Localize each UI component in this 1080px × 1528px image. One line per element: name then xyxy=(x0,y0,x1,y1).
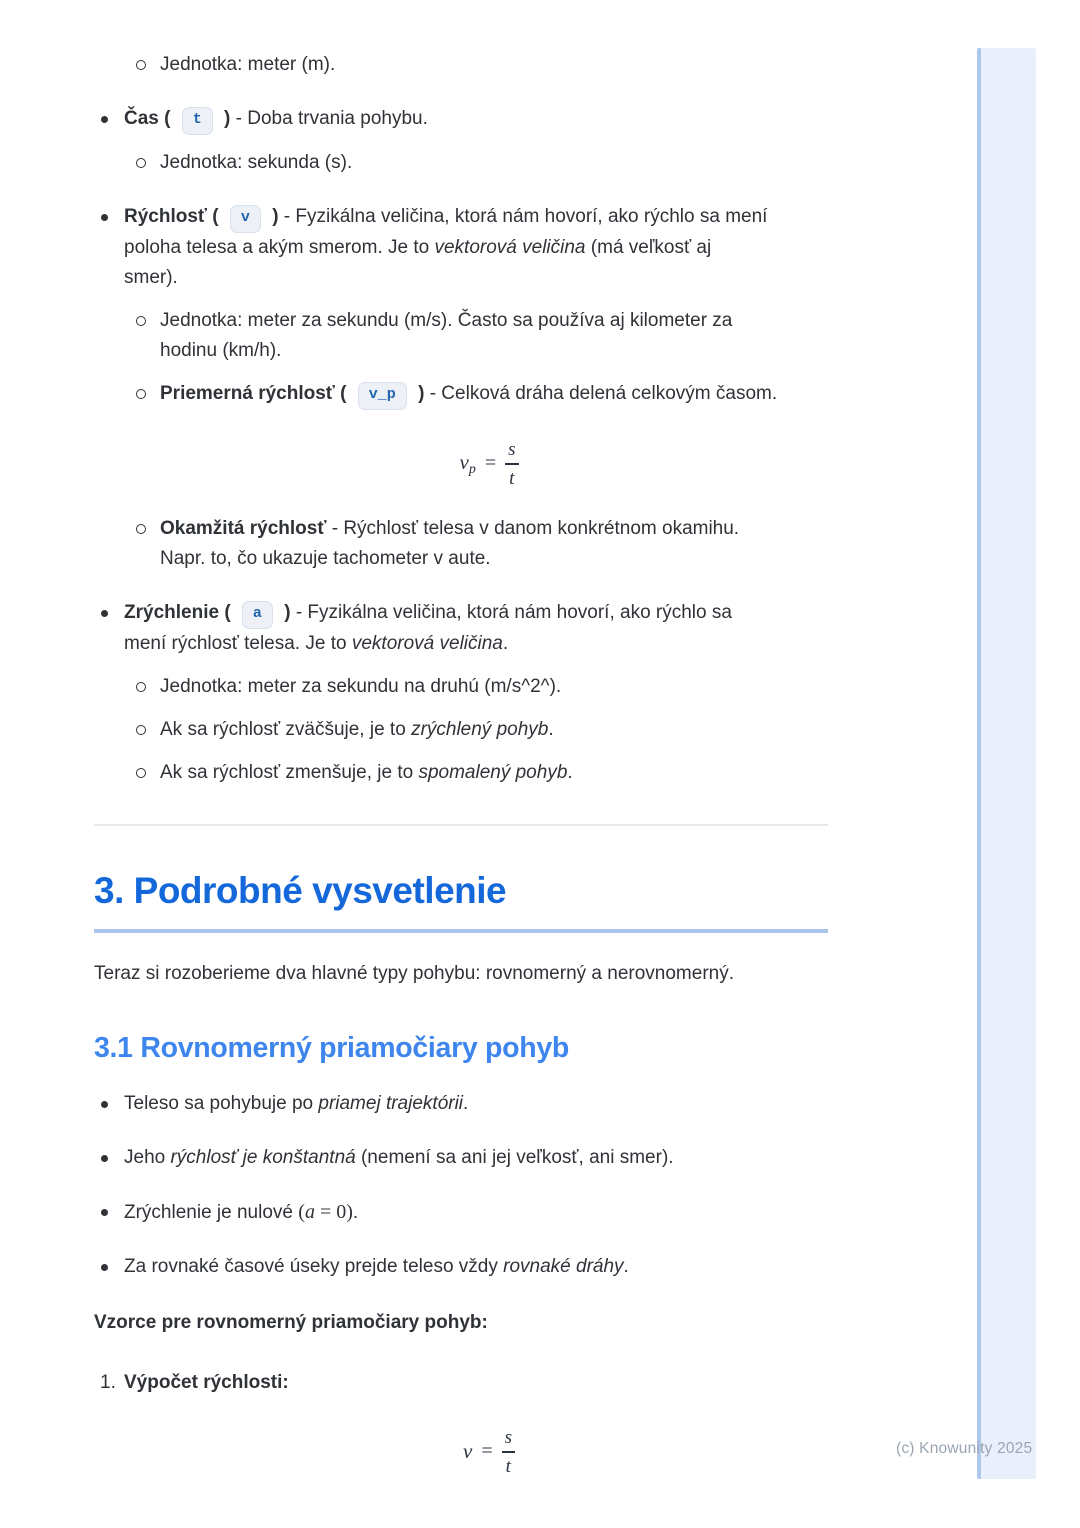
numbered-list-item xyxy=(94,1368,828,1398)
circle-bullet-icon xyxy=(136,682,146,692)
list-item-text: Teleso sa pohybuje po priamej trajektórii. xyxy=(124,1093,469,1115)
circle-bullet-icon xyxy=(136,725,146,735)
equals-sign: = xyxy=(481,1440,493,1463)
equals-sign: = xyxy=(484,452,497,475)
sub-list-item xyxy=(136,50,828,80)
bullet-icon xyxy=(101,1209,108,1216)
sub-list-item xyxy=(136,758,828,788)
bullet-icon xyxy=(101,1101,108,1108)
copyright-footer: (c) Knowunity 2025 xyxy=(896,1440,1033,1457)
divider xyxy=(94,824,828,826)
list-item xyxy=(94,202,828,293)
inline-code-chip: t xyxy=(182,107,213,135)
list-item-text: Jeho rýchlosť je konštantná (nemení sa ani jej veľkosť, ani smer). xyxy=(124,1147,674,1169)
formula-lhs: v xyxy=(462,1439,473,1464)
list-item xyxy=(94,1143,828,1173)
sub-list-item-text: Jednotka: meter za sekundu na druhú (m/s^2^). xyxy=(160,675,562,697)
list-item xyxy=(94,1089,828,1119)
bullet-icon xyxy=(101,1264,108,1271)
list-item xyxy=(94,1197,828,1228)
circle-bullet-icon xyxy=(136,158,146,168)
bullet-icon xyxy=(101,214,108,221)
sub-list-item xyxy=(136,672,828,702)
list-item xyxy=(94,104,828,135)
circle-bullet-icon xyxy=(136,389,146,399)
section-title: 3. Podrobné vysvetlenie xyxy=(94,870,828,934)
sub-list-item xyxy=(136,148,828,178)
fraction: $\frac{s}{t}$ xyxy=(502,1428,515,1476)
sub-list-item-text: Jednotka: meter za sekundu (m/s). Často sa používa aj kilometer za hodinu (km/h). xyxy=(160,310,733,361)
circle-bullet-icon xyxy=(136,768,146,778)
sub-list-item-text: Priemerná rýchlosť ( v_p ) - Celková dráha delená celkovým časom. xyxy=(160,379,777,410)
sub-list-item-text: Jednotka: meter (m). xyxy=(160,54,336,75)
numbered-item-text: Výpočet rýchlosti: xyxy=(124,1372,289,1394)
list-item-text: Zrýchlenie ( a ) - Fyzikálna veličina, ktorá nám hovorí, ako rýchlo sa mení rýchlosť telesa. Je to vektorová veličina. xyxy=(124,601,732,654)
formula-block xyxy=(94,440,828,488)
sub-list-item-text: Jednotka: sekunda (s). xyxy=(160,152,353,173)
list-item xyxy=(94,1252,828,1282)
side-highlight-bar xyxy=(977,48,1036,1479)
sub-list-item xyxy=(136,514,828,574)
circle-bullet-icon xyxy=(136,524,146,534)
bullet-icon xyxy=(101,1155,108,1162)
sub-list-item xyxy=(136,379,828,410)
circle-bullet-icon xyxy=(136,316,146,326)
bullet-icon xyxy=(101,610,108,617)
paragraph: Vzorce pre rovnomerný priamočiary pohyb: xyxy=(94,1312,488,1334)
list-item-text: Čas ( t ) - Doba trvania pohybu. xyxy=(124,104,428,135)
paragraph: Teraz si rozoberieme dva hlavné typy pohybu: rovnomerný a nerovnomerný. xyxy=(94,963,734,985)
list-item-text: Za rovnaké časové úseky prejde teleso vždy rovnaké dráhy. xyxy=(124,1256,629,1278)
document-content xyxy=(94,50,828,1502)
formula-block xyxy=(94,1428,828,1476)
fraction: $\frac{s}{t}$ xyxy=(505,440,518,488)
list-item-text: Zrýchlenie je nulové (a = 0). xyxy=(124,1201,359,1224)
bullet-icon xyxy=(101,116,108,123)
sub-list-item-text: Ak sa rýchlosť zmenšuje, je to spomalený pohyb. xyxy=(160,761,573,783)
inline-code-chip: v_p xyxy=(358,382,407,410)
formula-lhs: $v_p$ xyxy=(459,449,476,477)
list-number: 1. xyxy=(100,1372,116,1394)
sub-list-item-text: Okamžitá rýchlosť - Rýchlosť telesa v danom konkrétnom okamihu. Napr. to, čo ukazuje tachometer v aute. xyxy=(160,517,740,569)
list-item-text: Rýchlosť ( v ) - Fyzikálna veličina, ktorá nám hovorí, ako rýchlo sa mení poloha telesa a akým smerom. Je to vektorová veličina (má veľkosť aj smer). xyxy=(124,206,768,288)
sub-list-item-text: Ak sa rýchlosť zväčšuje, je to zrýchlený pohyb. xyxy=(160,718,554,740)
list-item xyxy=(94,598,828,659)
circle-bullet-icon xyxy=(136,60,146,70)
subsection-title: 3.1 Rovnomerný priamočiary pohyb xyxy=(94,1032,570,1065)
inline-code-chip: v xyxy=(230,205,261,233)
sub-list-item xyxy=(136,306,828,366)
inline-code-chip: a xyxy=(242,601,273,629)
sub-list-item xyxy=(136,715,828,745)
